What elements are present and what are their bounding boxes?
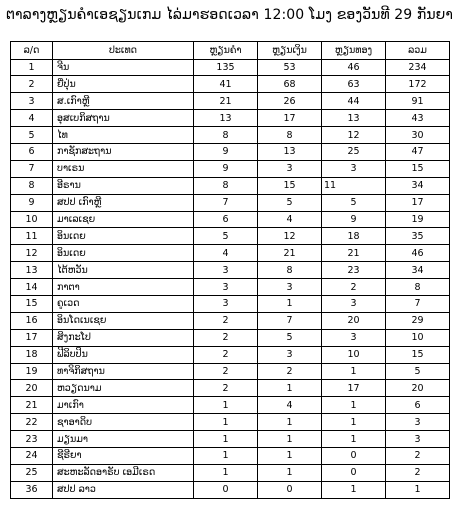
table-header-row	[11, 42, 450, 60]
silver-cell: 1	[258, 414, 322, 431]
gold-cell: 3	[194, 262, 258, 279]
total-cell: 8	[386, 279, 450, 296]
country-cell: ທາຈິກິສຖານ	[53, 363, 194, 380]
gold-cell: 9	[194, 143, 258, 160]
country-cell: ຄູເວດ	[53, 295, 194, 312]
rank-cell: 22	[11, 414, 53, 431]
total-cell: 46	[386, 245, 450, 262]
total-cell: 30	[386, 127, 450, 144]
silver-cell: 13	[258, 143, 322, 160]
bronze-cell: 25	[322, 143, 386, 160]
gold-cell: 3	[194, 295, 258, 312]
bronze-cell: 23	[322, 262, 386, 279]
total-cell: 35	[386, 228, 450, 245]
bronze-cell: 63	[322, 76, 386, 93]
country-cell: ໄຕ້ຫວັນ	[53, 262, 194, 279]
gold-cell: 7	[194, 194, 258, 211]
silver-cell: 5	[258, 194, 322, 211]
page-title: ຕາລາງຫຼຽນຄຳເອຊຽນເກມ ໄລ່ມາຮອດເວລາ 12:00 ໂມງ ຂອງວັນທີ 29 ກັນຍາ	[5, 7, 454, 23]
total-cell: 47	[386, 143, 450, 160]
silver-cell: 12	[258, 228, 322, 245]
country-cell: ມາເກົາ	[53, 397, 194, 414]
silver-cell: 26	[258, 93, 322, 110]
rank-cell: 3	[11, 93, 53, 110]
gold-cell: 2	[194, 363, 258, 380]
table-row	[11, 110, 450, 127]
bronze-cell: 3	[322, 295, 386, 312]
silver-cell: 8	[258, 127, 322, 144]
table-row	[11, 363, 450, 380]
table-row	[11, 447, 450, 464]
medal-table	[10, 41, 450, 499]
rank-cell: 2	[11, 76, 53, 93]
country-cell: ອຸສເບກິສຖານ	[53, 110, 194, 127]
total-cell: 91	[386, 93, 450, 110]
total-cell: 5	[386, 363, 450, 380]
gold-cell: 0	[194, 481, 258, 498]
total-cell: 43	[386, 110, 450, 127]
table-row	[11, 143, 450, 160]
total-cell: 2	[386, 464, 450, 481]
table-row	[11, 481, 450, 498]
silver-cell: 1	[258, 380, 322, 397]
silver-cell: 68	[258, 76, 322, 93]
country-cell: ສະຫະລັດອາຣັບ ເອມີເຣດ	[53, 464, 194, 481]
total-cell: 29	[386, 312, 450, 329]
table-row	[11, 279, 450, 296]
bronze-cell: 3	[322, 160, 386, 177]
gold-cell: 21	[194, 93, 258, 110]
rank-cell: 13	[11, 262, 53, 279]
table-row	[11, 414, 450, 431]
silver-cell: 21	[258, 245, 322, 262]
bronze-cell: 0	[322, 464, 386, 481]
bronze-cell: 1	[322, 414, 386, 431]
table-row	[11, 245, 450, 262]
silver-cell: 3	[258, 346, 322, 363]
bronze-cell: 10	[322, 346, 386, 363]
bronze-cell: 1	[322, 397, 386, 414]
silver-cell: 4	[258, 397, 322, 414]
gold-cell: 1	[194, 447, 258, 464]
table-row	[11, 177, 450, 194]
gold-cell: 2	[194, 380, 258, 397]
silver-cell: 1	[258, 295, 322, 312]
gold-cell: 4	[194, 245, 258, 262]
total-cell: 15	[386, 160, 450, 177]
rank-cell: 4	[11, 110, 53, 127]
total-cell: 17	[386, 194, 450, 211]
bronze-cell: 3	[322, 329, 386, 346]
country-cell: ອິນເດຍ	[53, 228, 194, 245]
rank-cell: 7	[11, 160, 53, 177]
table-row	[11, 295, 450, 312]
table-row	[11, 76, 450, 93]
header-bronze: ຫຼຽນທອງ	[322, 42, 386, 60]
rank-cell: 18	[11, 346, 53, 363]
total-cell: 10	[386, 329, 450, 346]
table-row	[11, 160, 450, 177]
header-rank: ລ/ດ	[11, 42, 53, 60]
gold-cell: 2	[194, 312, 258, 329]
table-row	[11, 228, 450, 245]
rank-cell: 16	[11, 312, 53, 329]
table-row	[11, 346, 450, 363]
bronze-cell: 44	[322, 93, 386, 110]
silver-cell: 17	[258, 110, 322, 127]
silver-cell: 5	[258, 329, 322, 346]
gold-cell: 135	[194, 59, 258, 76]
table-row	[11, 211, 450, 228]
gold-cell: 5	[194, 228, 258, 245]
country-cell: ຊາອາດິບ	[53, 414, 194, 431]
country-cell: ຟີລິບປິນ	[53, 346, 194, 363]
table-row	[11, 312, 450, 329]
gold-cell: 8	[194, 177, 258, 194]
country-cell: ໄທ	[53, 127, 194, 144]
rank-cell: 10	[11, 211, 53, 228]
header-country: ປະເທດ	[53, 42, 194, 60]
total-cell: 19	[386, 211, 450, 228]
total-cell: 1	[386, 481, 450, 498]
bronze-cell: 21	[322, 245, 386, 262]
total-cell: 20	[386, 380, 450, 397]
rank-cell: 5	[11, 127, 53, 144]
total-cell: 6	[386, 397, 450, 414]
country-cell: ຫວຽດນາມ	[53, 380, 194, 397]
bronze-cell: 2	[322, 279, 386, 296]
bronze-cell: 11	[322, 177, 386, 194]
total-cell: 172	[386, 76, 450, 93]
rank-cell: 15	[11, 295, 53, 312]
total-cell: 2	[386, 447, 450, 464]
country-cell: ມຽນມາ	[53, 431, 194, 448]
silver-cell: 1	[258, 447, 322, 464]
header-total: ລວມ	[386, 42, 450, 60]
bronze-cell: 1	[322, 363, 386, 380]
silver-cell: 0	[258, 481, 322, 498]
rank-cell: 21	[11, 397, 53, 414]
country-cell: ບາເຣນ	[53, 160, 194, 177]
table-row	[11, 127, 450, 144]
rank-cell: 23	[11, 431, 53, 448]
country-cell: ສ.ເກົາຫຼີ	[53, 93, 194, 110]
country-cell: ກາຕາ	[53, 279, 194, 296]
silver-cell: 8	[258, 262, 322, 279]
silver-cell: 15	[258, 177, 322, 194]
silver-cell: 4	[258, 211, 322, 228]
country-cell: ຊີຣີຍາ	[53, 447, 194, 464]
bronze-cell: 20	[322, 312, 386, 329]
silver-cell: 7	[258, 312, 322, 329]
rank-cell: 24	[11, 447, 53, 464]
silver-cell: 2	[258, 363, 322, 380]
total-cell: 34	[386, 262, 450, 279]
table-row	[11, 93, 450, 110]
rank-cell: 6	[11, 143, 53, 160]
gold-cell: 9	[194, 160, 258, 177]
country-cell: ຍີ່ປຸ່ນ	[53, 76, 194, 93]
rank-cell: 20	[11, 380, 53, 397]
gold-cell: 3	[194, 279, 258, 296]
header-gold: ຫຼຽນຄຳ	[194, 42, 258, 60]
silver-cell: 3	[258, 279, 322, 296]
gold-cell: 8	[194, 127, 258, 144]
total-cell: 7	[386, 295, 450, 312]
silver-cell: 53	[258, 59, 322, 76]
gold-cell: 1	[194, 431, 258, 448]
bronze-cell: 1	[322, 431, 386, 448]
rank-cell: 25	[11, 464, 53, 481]
table-row	[11, 380, 450, 397]
bronze-cell: 46	[322, 59, 386, 76]
gold-cell: 13	[194, 110, 258, 127]
total-cell: 15	[386, 346, 450, 363]
rank-cell: 17	[11, 329, 53, 346]
rank-cell: 12	[11, 245, 53, 262]
silver-cell: 1	[258, 464, 322, 481]
table-row	[11, 194, 450, 211]
header-silver: ຫຼຽນເງິນ	[258, 42, 322, 60]
gold-cell: 1	[194, 397, 258, 414]
rank-cell: 8	[11, 177, 53, 194]
gold-cell: 2	[194, 346, 258, 363]
bronze-cell: 0	[322, 447, 386, 464]
bronze-cell: 13	[322, 110, 386, 127]
rank-cell: 11	[11, 228, 53, 245]
rank-cell: 9	[11, 194, 53, 211]
table-row	[11, 431, 450, 448]
bronze-cell: 1	[322, 481, 386, 498]
country-cell: ກາຊັກສະຖານ	[53, 143, 194, 160]
gold-cell: 1	[194, 464, 258, 481]
bronze-cell: 17	[322, 380, 386, 397]
table-row	[11, 262, 450, 279]
country-cell: ອິນເດຍ	[53, 245, 194, 262]
rank-cell: 1	[11, 59, 53, 76]
country-cell: ສິງກະໂປ	[53, 329, 194, 346]
table-row	[11, 464, 450, 481]
bronze-cell: 18	[322, 228, 386, 245]
silver-cell: 3	[258, 160, 322, 177]
gold-cell: 41	[194, 76, 258, 93]
total-cell: 3	[386, 414, 450, 431]
total-cell: 34	[386, 177, 450, 194]
total-cell: 234	[386, 59, 450, 76]
country-cell: ສປປ ເກົາຫຼີ	[53, 194, 194, 211]
country-cell: ອິນໂດເນເຊຍ	[53, 312, 194, 329]
gold-cell: 1	[194, 414, 258, 431]
table-row	[11, 59, 450, 76]
country-cell: ຈີນ	[53, 59, 194, 76]
bronze-cell: 5	[322, 194, 386, 211]
country-cell: ສປປ ລາວ	[53, 481, 194, 498]
gold-cell: 2	[194, 329, 258, 346]
rank-cell: 19	[11, 363, 53, 380]
bronze-cell: 9	[322, 211, 386, 228]
table-row	[11, 329, 450, 346]
bronze-cell: 12	[322, 127, 386, 144]
silver-cell: 1	[258, 431, 322, 448]
rank-cell: 14	[11, 279, 53, 296]
total-cell: 3	[386, 431, 450, 448]
gold-cell: 6	[194, 211, 258, 228]
country-cell: ມາເລເຊຍ	[53, 211, 194, 228]
country-cell: ອີຣານ	[53, 177, 194, 194]
rank-cell: 36	[11, 481, 53, 498]
table-row	[11, 397, 450, 414]
